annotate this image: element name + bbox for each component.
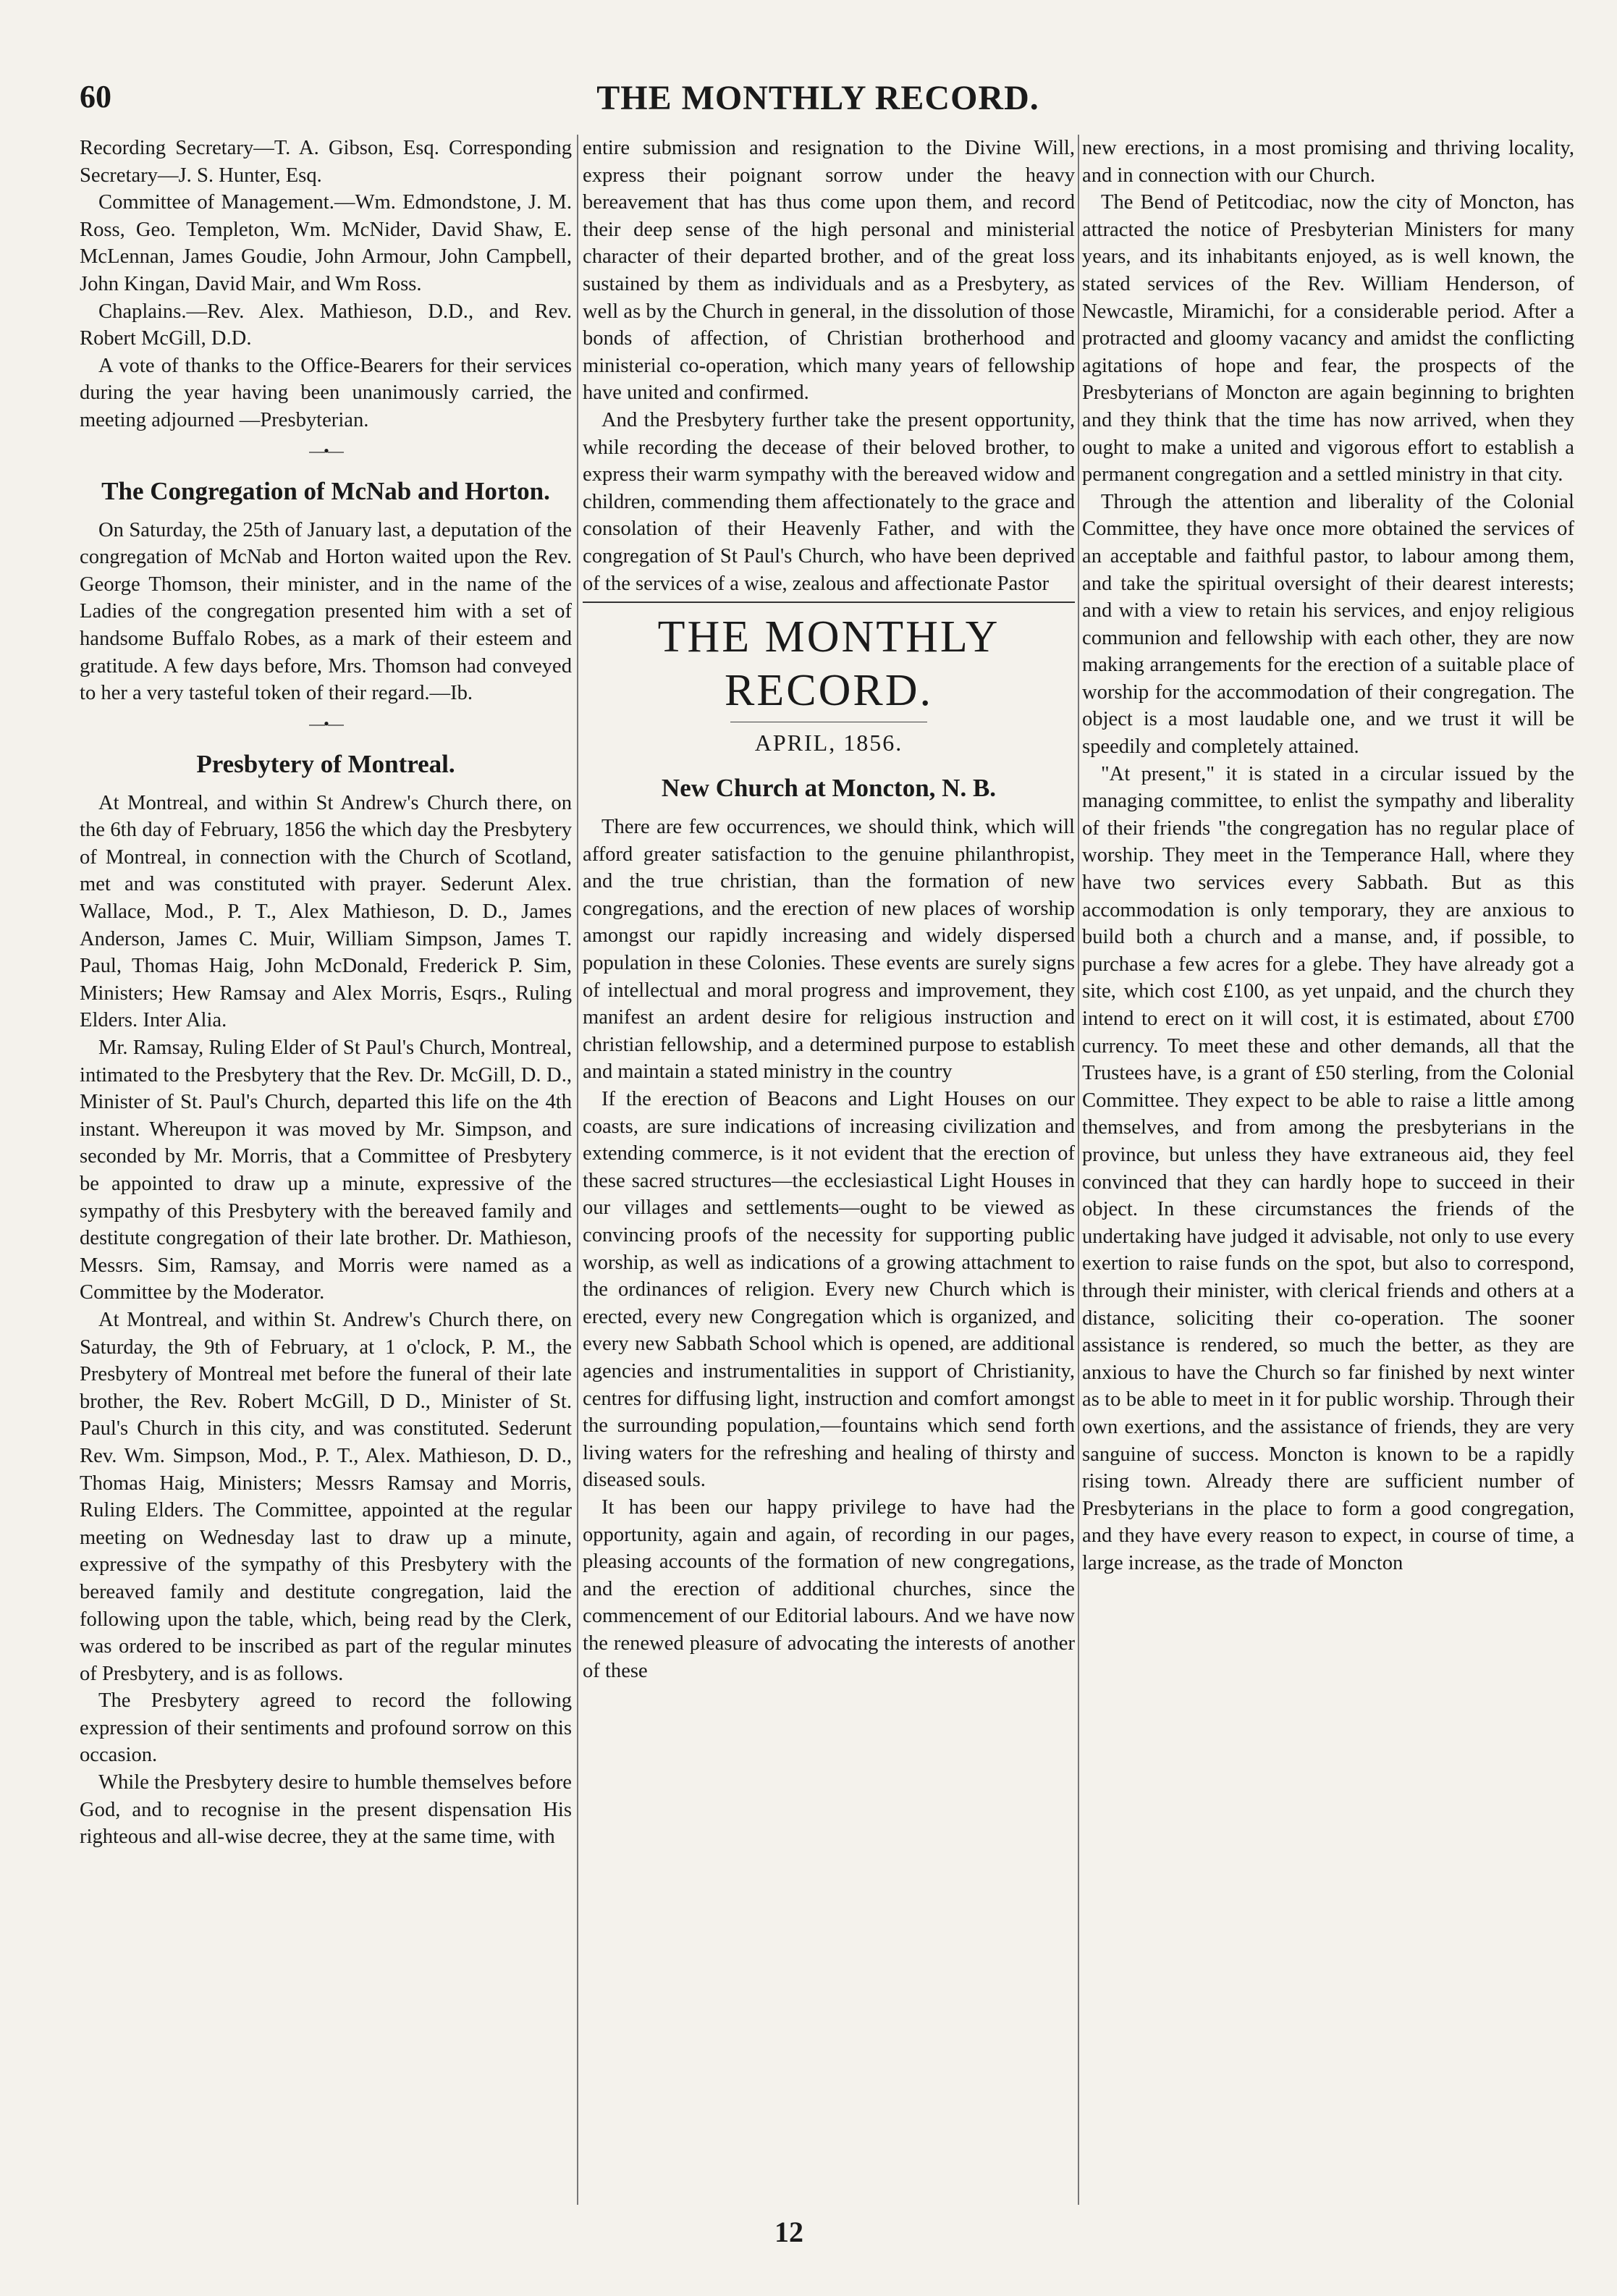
heading-presbytery-montreal: Presbytery of Montreal. [196, 749, 455, 778]
paragraph: While the Presbytery desire to humble themselves before God, and to recognise in the present dispensation His righteous and all-wise decree, they at the same time, with [80, 1771, 572, 1849]
column-middle [583, 135, 1075, 2205]
masthead-rule [583, 602, 1075, 603]
column-rule-right [1078, 135, 1079, 2205]
masthead-title: THE MONTHLY RECORD. [657, 612, 1000, 716]
paragraph: The Bend of Petitcodiac, now the city of Moncton, has attracted the notice of Presbyterian Ministers for many years, and its inhabitants enjoyed, as is well known, the stated services of the Rev. William Henderson, of Newcastle, Miramichi, for a considerable period. After a protracted and gloomy vacancy and amidst the conflicting agitations of hope and fear, the prospects of the Presbyterians of Moncton are again beginning to brighten and they think that the time has now arrived, when they ought to make a united and vigorous effort to establish a permanent congregation and a settled ministry in that city. [1082, 191, 1574, 486]
paragraph: new erections, in a most promising and thriving locality, and in connection with our Church. [1082, 137, 1574, 187]
page-number: 60 [80, 79, 111, 114]
paragraph: A vote of thanks to the Office-Bearers for their services during the year having been unanimously carried, the meeting adjourned —Presbyterian. [80, 354, 572, 431]
heading-mcnab-horton: The Congregation of McNab and Horton. [101, 476, 550, 505]
paragraph: Chaplains.—Rev. Alex. Mathieson, D.D., and Rev. Robert McGill, D.D. [80, 300, 572, 350]
column-rule-left [577, 135, 578, 2205]
paragraph: At Montreal, and within St. Andrew's Church there, on Saturday, the 9th of February, at 1 o'clock, P. M., the Presbytery of Montreal met before the funeral of their late brother, the Rev. Robert McGill, D D., Minister of St. Paul's Church in this city, and was constituted. Sederunt Rev. Wm. Simpson, Mod., P. T., Alex. Mathieson, D. D., Thomas Haig, Ministers; Messrs Ramsay and Morris, Ruling Elders. The Committee, appointed at the regular meeting on Wednesday last to draw up a minute, expressive of the sympathy of this Presbytery with the bereaved family and destitute congregation, laid the following upon the table, which, being read by the Clerk, was ordered to be inscribed as part of the regular minutes of Presbytery, and is as follows. [80, 1308, 572, 1685]
paragraph: Through the attention and liberality of the Colonial Committee, they have once more obtained the services of an acceptable and faithful pastor, to labour among them, and take the spiritual oversight of their dearest interests; and with a view to retain his services, and enjoy religious communion and fellowship with each other, they are now making arrangements for the erection of a suitable place of worship for the accommodation of their congregation. The object is a most laudable one, and we trust it will be speedily and completely attained. [1082, 490, 1574, 759]
paragraph: It has been our happy privilege to have had the opportunity, again and again, of recording in our pages, pleasing accounts of the formation of new congregations, and the erection of additional churches, since the commencement of our Editorial labours. And we have now the renewed pleasure of advocating the interests of another of these [583, 1495, 1075, 1682]
paragraph: If the erection of Beacons and Light Houses on our coasts, are sure indications of increasing civilization and extending commerce, is it not evident that the erection of these sacred structures—the ecclesiastical Light Houses in our villages and settlements—ought to be viewed as convincing proofs of the necessity for supporting public worship, as well as indications of a growing attachment to the ordinances of religion. Every new Church which is erected, every new Congregation which is organized, and every new Sabbath School which is opened, are additional agencies and instrumentalities in support of Christianity, centres for diffusing light, instruction and comfort amongst the surrounding population,—fountains which send forth living waters for the refreshing and healing of thirsty and diseased souls. [583, 1088, 1075, 1492]
section-separator: —•— [309, 441, 342, 460]
running-title: THE MONTHLY RECORD. [596, 79, 1039, 117]
heading-new-church-moncton: New Church at Moncton, N. B. [661, 774, 997, 803]
signature-folio: 12 [774, 2216, 803, 2248]
column-left [80, 135, 572, 2205]
paragraph: And the Presbytery further take the present opportunity, while recording the decease of their beloved brother, to express their warm sympathy with the bereaved widow and children, commending them affectionately to the grace and consolation of their Heavenly Father, and with the congregation of St Paul's Church, who have been deprived of the services of a wise, zealous and affectionate Pastor [583, 408, 1075, 595]
paragraph: On Saturday, the 25th of January last, a deputation of the congregation of McNab and Horton waited upon the Rev. George Thomson, their minister, and in the name of the Ladies of the congregation presented him with a set of handsome Buffalo Robes, as a mark of their esteem and gratitude. A few days before, Mrs. Thomson had conveyed to her a very tasteful token of their regard.—Ib. [80, 518, 572, 705]
section-separator: —•— [309, 714, 342, 733]
paragraph: There are few occurrences, we should think, which will afford greater satisfaction to the genuine philanthropist, and the true christian, than the formation of new congregations, and the erection of new places of worship amongst our rapidly increasing and widely dispersed population in these Colonies. These events are surely signs of intellectual and moral progress and improvement, they manifest an ardent desire for religious instruction and christian fellowship, and a determined purpose to establish and maintain a stated ministry in the country [583, 816, 1075, 1084]
paragraph: At Montreal, and within St Andrew's Church there, on the 6th day of February, 1856 the which day the Presbytery of Montreal, in connection with the Church of Scotland, met and was constituted with prayer. Sederunt Alex. Wallace, Mod., P. T., Alex Mathieson, D. D., James Anderson, James C. Muir, William Simpson, James T. Paul, Thomas Haig, John McDonald, Frederick P. Sim, Ministers; Hew Ramsay and Alex Morris, Esqrs., Ruling Elders. Inter Alia. [80, 791, 572, 1032]
column-right [1082, 135, 1574, 2205]
page-header [80, 78, 1556, 124]
paragraph: Committee of Management.—Wm. Edmondstone, J. M. Ross, Geo. Templeton, Wm. McNider, David Shaw, E. McLennan, James Goudie, John Armour, John Campbell, John Kingan, David Mair, and Wm Ross. [80, 191, 572, 295]
paragraph: Mr. Ramsay, Ruling Elder of St Paul's Church, Montreal, intimated to the Presbytery that the Rev. Dr. McGill, D. D., Minister of St. Paul's Church, departed this life on the 4th instant. Whereupon it was moved by Mr. Simpson, and seconded by Mr. Morris, that a Committee of Presbytery be appointed to draw up a minute, expressive of the sympathy of this Presbytery with the bereaved family and destitute congregation of their late brother. Dr. Mathieson, Messrs. Sim, Ramsay, and Morris were named as a Committee by the Moderator. [80, 1037, 572, 1304]
issue-date: APRIL, 1856. [754, 730, 903, 756]
paragraph: The Presbytery agreed to record the following expression of their sentiments and profound sorrow on this occasion. [80, 1689, 572, 1767]
paragraph: Recording Secretary—T. A. Gibson, Esq. Corresponding Secretary—J. S. Hunter, Esq. [80, 137, 572, 187]
paragraph: "At present," it is stated in a circular issued by the managing committee, to enlist the sympathy and liberality of their friends "the congregation has no regular place of worship. They meet in the Temperance Hall, where they have two services every Sabbath. But as this accommodation is only temporary, they are anxious to build both a church and a manse, and, if possible, to purchase a few acres for a glebe. They have already got a site, which cost £100, as yet unpaid, and the church they intend to erect on it will cost, it is estimated, about £700 currency. To meet these and other demands, all that the Trustees have, is a grant of £50 sterling, from the Colonial Committee. They expect to be able to raise a little among themselves, and from among the presbyterians in the province, but unless they have extraneous aid, they feel convinced that they can hardly hope to succeed in their object. In these circumstances the friends of the undertaking have judged it advisable, not only to use every exertion to raise funds on the spot, but also to correspond, through their minister, with clerical friends and others at a distance, soliciting their co-operation. The sooner assistance is rendered, so much the better, as they are anxious to have the Church so far finished by next winter as to be able to meet in it for public worship. Through their own exertions, and the assistance of friends, they are very sanguine of success. Moncton is known to be a rapidly rising town. Already there are sufficient number of Presbyterians in the place to form a good congregation, and they have every reason to expect, in course of time, a large increase, as the trade of Moncton [1082, 762, 1574, 1574]
paragraph: entire submission and resignation to the Divine Will, express their poignant sorrow under the heavy bereavement that has thus come upon them, and record their deep sense of the high personal and ministerial character of their departed brother, and of the great loss sustained by them as individuals and as a Presbytery, as well as by the Church in general, in the dissolution of those bonds of affection, of Christian brotherhood and ministerial co-operation, which many years of fellowship have united and confirmed. [583, 137, 1075, 405]
